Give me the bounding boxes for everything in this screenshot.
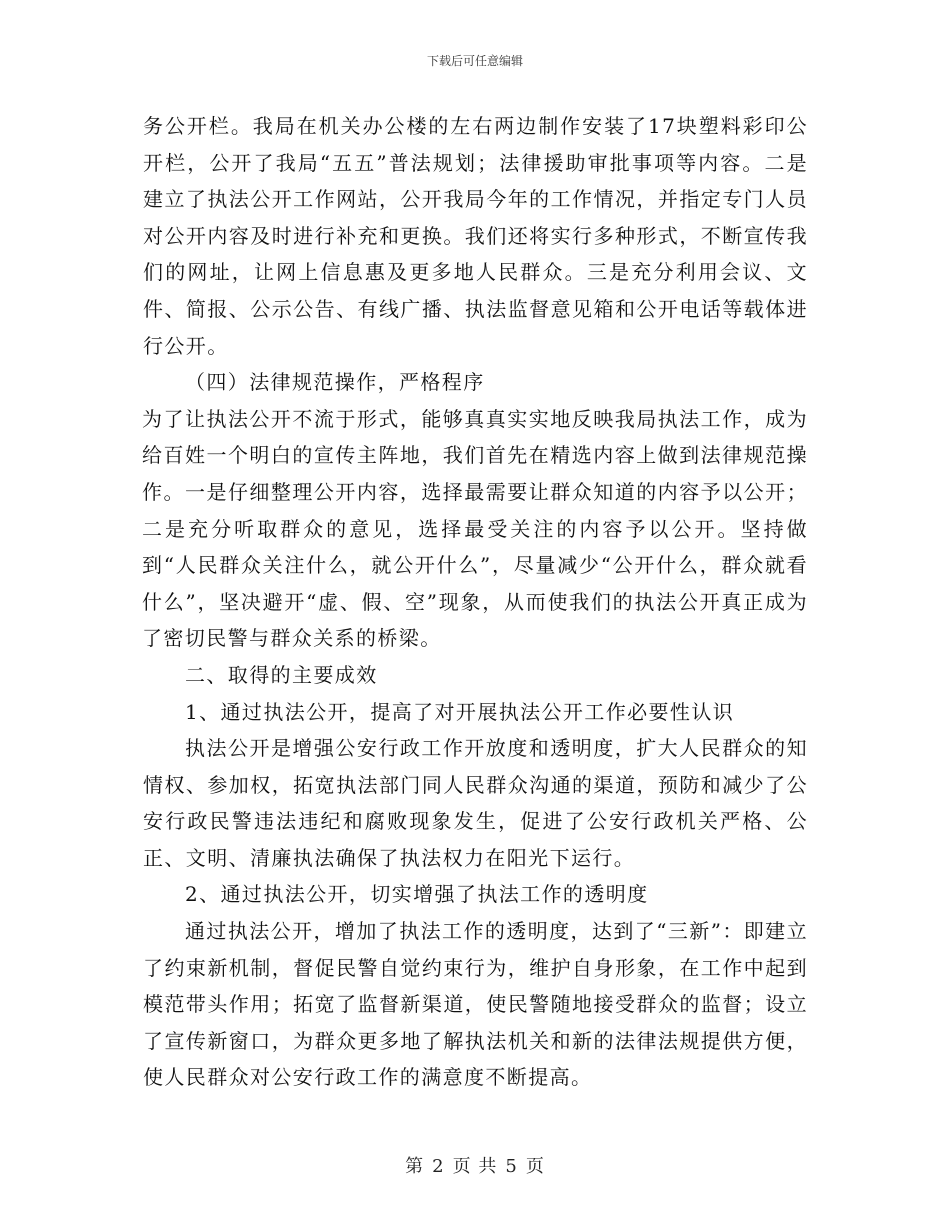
paragraph-legal-standards: 为了让执法公开不流于形式，能够真真实实地反映我局执法工作，成为给百姓一个明白的宣传主阵地，我们首先在精选内容上做到法律规范操作。一是仔细整理公开内容，选择最需要让群众知道的内容予以公开；二是充分听取群众的意见，选择最受关注的内容予以公开。坚持做到“人民群众关注什么，就公开什么”，尽量减少“公开什么，群众就看什么”，坚决避开“虚、假、空”现象，从而使我们的执法公开真正成为了密切民警与群众关系的桥梁。 [142,406,808,651]
document-body [143,108,808,1096]
subheading-1: 1、通过执法公开，提高了对开展执法公开工作必要性认识 [185,699,735,724]
total-pages: 5 [505,1156,518,1177]
subheading-2: 2、通过执法公开，切实增强了执法工作的透明度 [185,882,649,907]
page-header: 下载后可任意编辑 [426,54,523,68]
paragraph-publicity-boards: 务公开栏。我局在机关办公楼的左右两边制作安装了17块塑料彩印公开栏，公开了我局“五五”普法规划；法律援助审批事项等内容。二是建立了执法公开工作网站，公开我局今年的工作情况，并指定专门人员对公开内容及时进行补充和更换。我们还将实行多种形式，不断宣传我们的网址，让网上信息惠及更多地人民群众。三是充分利用会议、文件、简报、公示公告、有线广播、执法监督意见箱和公开电话等载体进行公开。 [143,114,808,358]
footer-suffix: 页 [525,1156,545,1177]
page-number: 2 [432,1156,445,1177]
paragraph-openness: 执法公开是增强公安行政工作开放度和透明度，扩大人民群众的知情权、参加权，拓宽执法部门同人民群众沟通的渠道，预防和减少了公安行政民警违法违纪和腐败现象发生，促进了公安行政机关严格、公正、文明、清廉执法确保了执法权力在阳光下运行。 [143,736,808,870]
paragraph-transparency: 通过执法公开，增加了执法工作的透明度，达到了“三新”：即建立了约束新机制，督促民警自觉约束行为，维护自身形象，在工作中起到模范带头作用；拓宽了监督新渠道，使民警随地接受群众的监督；设立了宣传新窗口，为群众更多地了解执法机关和新的法律法规提供方便，使人民群众对公安行政工作的满意度不断提高。 [143,919,808,1090]
footer-prefix: 第 [405,1156,425,1177]
footer-middle: 页 共 [452,1156,498,1177]
section-heading-achievements: 二、取得的主要成效 [185,662,378,687]
page-footer [0,1152,950,1178]
section-heading-4: （四）法律规范操作，严格程序 [185,370,485,395]
